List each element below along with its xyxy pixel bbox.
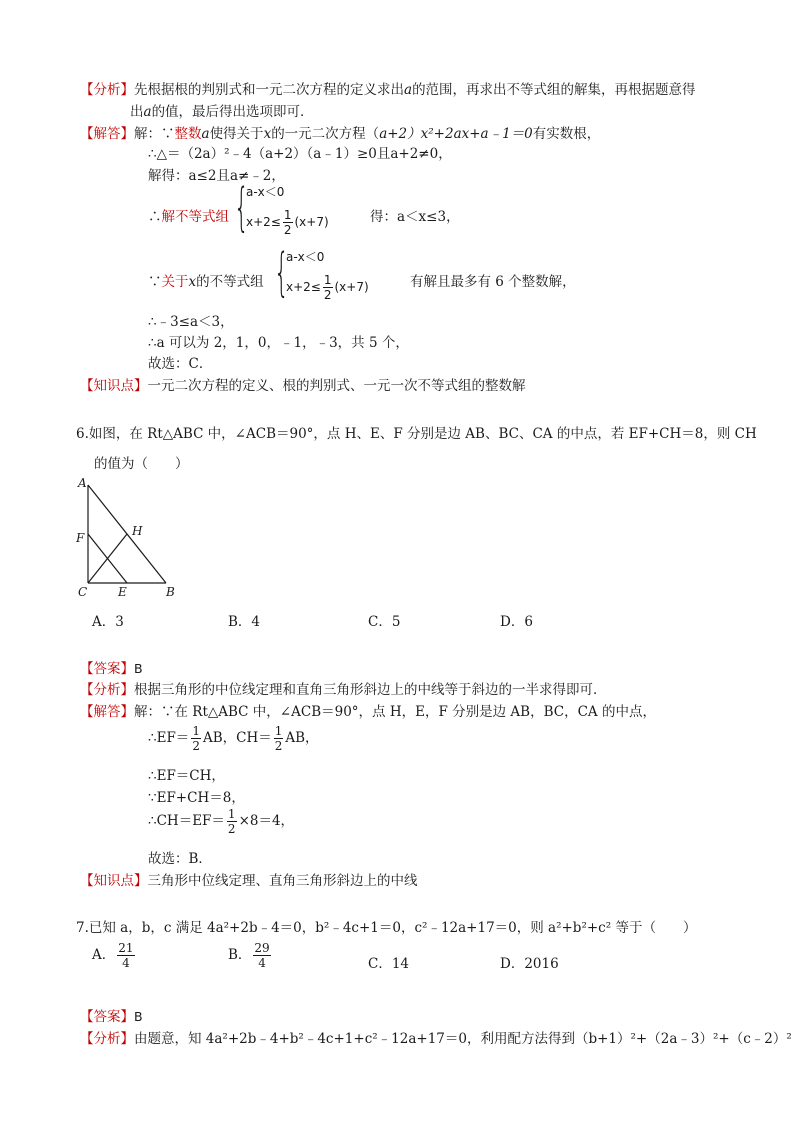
q6-knowledge: 【知识点】三角形中位线定理、直角三角形斜边上的中线 xyxy=(80,873,418,889)
inequality-system-1 xyxy=(234,180,374,240)
q7-option-d[interactable]: D．2016 xyxy=(500,956,559,972)
brace-icon: { xyxy=(274,243,289,303)
q6-solution-line1: 【解答】解：∵在 Rt△ABC 中，∠ACB＝90°，点 H，E，F 分别是边 AB，BC，CA 的中点， xyxy=(80,704,656,720)
label-b: B xyxy=(166,585,175,599)
q5-solution-line5-suffix: 有解且最多有 6 个整数解， xyxy=(410,274,576,290)
analysis-tag: 【分析】 xyxy=(80,682,134,698)
q6-solution-line6: 故选：B． xyxy=(148,851,212,867)
brace-icon: { xyxy=(234,178,249,238)
q6-solution-line5: ∴CH＝EF＝ $\frac{1}{2}$ ×8＝4， xyxy=(148,807,295,836)
solution-tag: 【解答】 xyxy=(80,126,134,142)
q6-stem-line1: 6.如图，在 Rt△ABC 中，∠ACB＝90°，点 H、E、F 分别是边 AB、BC、CA 的中点，若 EF+CH＝8，则 CH xyxy=(76,426,757,442)
q5-solution-line4-prefix: ∴解不等式组 xyxy=(148,209,229,225)
q5-solution-line7: ∴a 可以为 2，1，0，﹣1，﹣3，共 5 个， xyxy=(148,335,409,351)
q7-option-b[interactable]: B． $\frac{29}{4}$ xyxy=(228,941,270,970)
knowledge-tag: 【知识点】 xyxy=(80,378,148,394)
q7-stem: 7.已知 a，b，c 满足 4a²+2b﹣4＝0，b²﹣4c+1＝0，c²﹣12a+17＝0，则 a²+b²+c² 等于（ ） xyxy=(76,920,697,936)
q5-analysis: 【分析】先根据根的判别式和一元二次方程的定义求出a的范围，再求出不等式组的解集，再根据题意得 xyxy=(80,82,696,98)
q7-option-a[interactable]: A． $\frac{21}{4}$ xyxy=(92,941,134,970)
q6-solution-line4: ∵EF+CH＝8， xyxy=(148,790,245,806)
q5-solution-line8: 故选：C． xyxy=(148,356,213,372)
system-row-1: a-x＜0 xyxy=(246,185,285,199)
system-row-2: x+2≤ $\frac{1}{2}$ (x+7) xyxy=(246,208,329,237)
q6-answer: 【答案】B xyxy=(80,661,143,677)
inequality-system-2 xyxy=(274,245,414,305)
q7-answer: 【答案】B xyxy=(80,1009,143,1025)
q5-knowledge: 【知识点】一元二次方程的定义、根的判别式、一元一次不等式组的整数解 xyxy=(80,378,526,394)
solution-tag: 【解答】 xyxy=(80,704,134,720)
q6-option-a[interactable]: A．3 xyxy=(92,614,124,630)
q5-solution-line2: ∴△＝（2a）²﹣4（a+2）（a﹣1）≥0且a+2≠0， xyxy=(148,146,452,162)
q6-stem-line2: 的值为（ ） xyxy=(94,456,189,472)
q6-option-b[interactable]: B．4 xyxy=(228,614,261,630)
q7-option-c[interactable]: C．14 xyxy=(368,956,410,972)
label-h: H xyxy=(132,524,143,538)
q5-solution-line5-prefix: ∵关于x的不等式组 xyxy=(148,274,264,290)
q6-solution-line3: ∴EF＝CH， xyxy=(148,768,225,784)
q5-solution-line4-suffix: 得：a＜x≤3， xyxy=(370,209,460,225)
q6-option-d[interactable]: D．6 xyxy=(500,614,533,630)
label-c: C xyxy=(78,585,88,599)
q5-solution-line1: 【解答】解：∵整数a使得关于x的一元二次方程（a+2）x²+2ax+a﹣1＝0有实数根， xyxy=(80,126,601,142)
q6-solution-line2: ∴EF＝ $\frac{1}{2}$ AB，CH＝ $\frac{1}{2}$ AB， xyxy=(148,724,319,753)
q6-option-c[interactable]: C．5 xyxy=(368,614,401,630)
system-row-1: a-x＜0 xyxy=(286,250,325,264)
q5-solution-line6: ∴﹣3≤a＜3， xyxy=(148,314,234,330)
label-e: E xyxy=(118,585,127,599)
answer-tag: 【答案】 xyxy=(80,1009,134,1025)
knowledge-tag: 【知识点】 xyxy=(80,873,148,889)
label-f: F xyxy=(76,531,85,545)
analysis-tag: 【分析】 xyxy=(80,82,134,98)
q7-analysis: 【分析】由题意，知 4a²+2b﹣4+b²﹣4c+1+c²﹣12a+17＝0，利用配方法得到（b+1）²+（2a﹣3）²+（c﹣2）² xyxy=(80,1031,792,1047)
answer-tag: 【答案】 xyxy=(80,661,134,677)
triangle-figure xyxy=(70,475,190,603)
q5-solution-line3: 解得：a≤2且a≠﹣2， xyxy=(148,168,285,184)
q5-analysis-line2: 出a的值，最后得出选项即可． xyxy=(130,104,314,120)
analysis-tag: 【分析】 xyxy=(80,1031,134,1047)
label-a: A xyxy=(78,476,87,490)
system-row-2: x+2≤ $\frac{1}{2}$ (x+7) xyxy=(286,273,369,302)
q6-analysis: 【分析】根据三角形的中位线定理和直角三角形斜边上的中线等于斜边的一半求得即可． xyxy=(80,682,607,698)
